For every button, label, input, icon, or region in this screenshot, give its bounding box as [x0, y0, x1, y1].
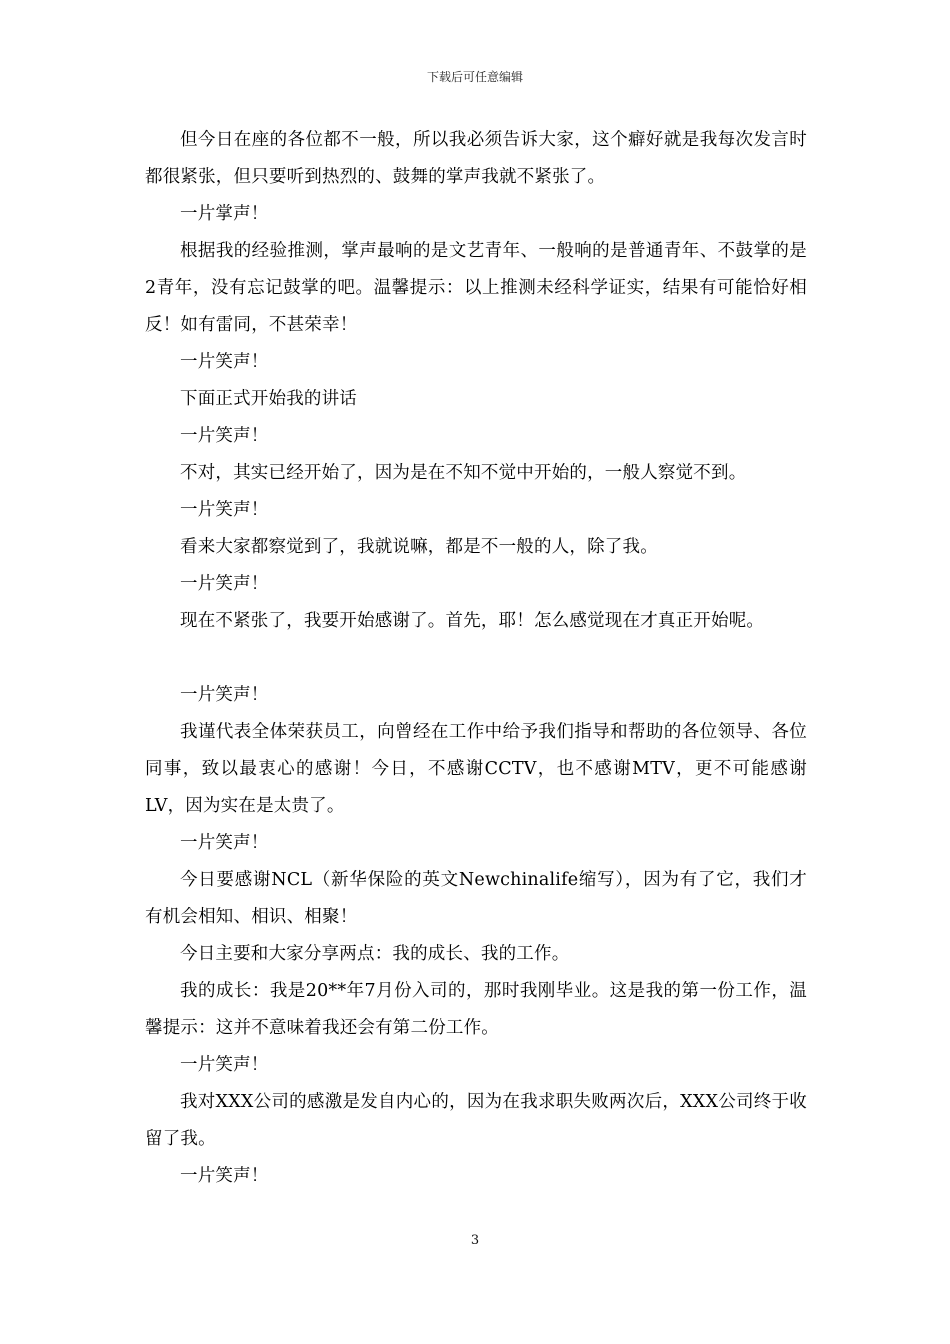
paragraph: 一片笑声！	[180, 1055, 269, 1075]
page-header: 下载后可任意编辑	[426, 70, 523, 84]
page-number: 3	[470, 1233, 480, 1248]
paragraph: 一片笑声！	[180, 352, 269, 372]
paragraph: 我谨代表全体荣获员工，向曾经在工作中给予我们指导和帮助的各位领导、各位同事，致以最衷心的感谢！今日，不感谢CCTV，也不感谢MTV，更不可能感谢LV，因为实在是太贵了。	[145, 722, 807, 816]
paragraph: 今日要感谢NCL（新华保险的英文Newchinalife缩写），因为有了它，我们才有机会相知、相识、相聚！	[145, 870, 807, 927]
paragraph: 一片笑声！	[180, 833, 269, 853]
paragraph: 一片掌声！	[180, 204, 269, 224]
document-body	[145, 122, 807, 1195]
paragraph: 一片笑声！	[180, 685, 269, 705]
paragraph: 看来大家都察觉到了，我就说嘛，都是不一般的人，除了我。	[180, 537, 658, 557]
paragraph: 今日主要和大家分享两点：我的成长、我的工作。	[180, 944, 570, 964]
paragraph: 我对XXX公司的感激是发自内心的，因为在我求职失败两次后，XXX公司终于收留了我。	[145, 1092, 807, 1149]
paragraph: 我的成长：我是20**年7月份入司的，那时我刚毕业。这是我的第一份工作，温馨提示：这并不意味着我还会有第二份工作。	[145, 981, 807, 1038]
paragraph: 一片笑声！	[180, 500, 269, 520]
paragraph: 不对，其实已经开始了，因为是在不知不觉中开始的，一般人察觉不到。	[180, 463, 747, 483]
paragraph: 根据我的经验推测，掌声最响的是文艺青年、一般响的是普通青年、不鼓掌的是2青年，没有忘记鼓掌的吧。温馨提示：以上推测未经科学证实，结果有可能恰好相反！如有雷同，不甚荣幸！	[145, 241, 807, 335]
paragraph: 一片笑声！	[180, 574, 269, 594]
paragraph: 一片笑声！	[180, 1166, 269, 1186]
paragraph: 下面正式开始我的讲话	[180, 389, 357, 409]
paragraph: 但今日在座的各位都不一般，所以我必须告诉大家，这个癖好就是我每次发言时都很紧张，但只要听到热烈的、鼓舞的掌声我就不紧张了。	[145, 130, 807, 187]
paragraph: 现在不紧张了，我要开始感谢了。首先，耶！怎么感觉现在才真正开始呢。	[180, 611, 765, 631]
paragraph: 一片笑声！	[180, 426, 269, 446]
